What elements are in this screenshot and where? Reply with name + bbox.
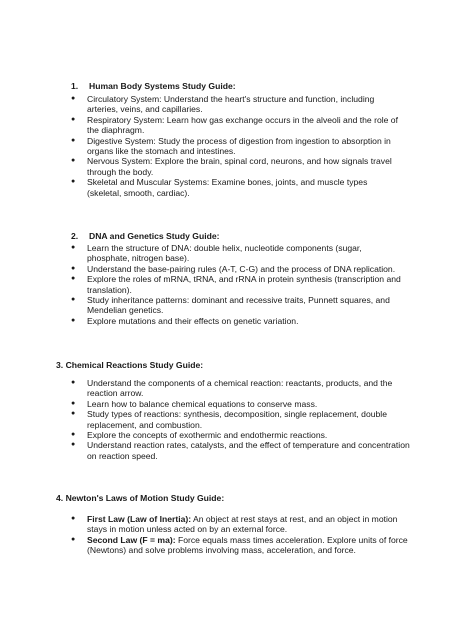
list-item: [71, 264, 401, 274]
bullet-icon: ●: [71, 136, 76, 144]
list-item: [71, 156, 401, 177]
section-heading: [71, 81, 236, 91]
bullet-icon: ●: [71, 296, 76, 304]
list-item-text: Circulatory System: Understand the heart's structure and function, including arteries, veins, and capillaries.: [87, 94, 375, 115]
list-item-text: Respiratory System: Learn how gas exchange occurs in the alveoli and the role of the diaphragm.: [87, 114, 398, 136]
list-item-text: Understand reaction rates, catalysts, and the effect of temperature and concentration on reaction speed.: [87, 440, 410, 461]
bullet-icon: ●: [71, 431, 76, 439]
list-item-text: Study inheritance patterns: dominant and recessive traits, Punnett squares, and Mendelian genetics.: [87, 295, 390, 316]
list-item-text: Learn the structure of DNA: double helix, nucleotide components (sugar, phosphate, nitrogen base).: [87, 243, 362, 264]
list-item: [71, 136, 401, 157]
list-item: [71, 409, 411, 430]
list-item: [71, 115, 401, 136]
list-item: [71, 514, 411, 535]
list-item: [71, 274, 401, 295]
list-item: [71, 535, 411, 556]
bullet-icon: ●: [71, 115, 76, 123]
bullet-icon: ●: [71, 535, 76, 543]
list-item-text: Explore the roles of mRNA, tRNA, and rRNA in protein synthesis (transcription and translation).: [87, 274, 401, 295]
list-item: [71, 378, 411, 399]
section-heading: [56, 360, 203, 370]
bullet-icon: ●: [71, 157, 76, 165]
list-item: [71, 399, 411, 409]
section-title: Newton's Laws of Motion Study Guide:: [65, 493, 225, 503]
section-number: 1.: [71, 81, 79, 91]
list-item-text: Study types of reactions: synthesis, decomposition, single replacement, double replacement, and combustion.: [87, 409, 387, 430]
bullet-list: [71, 378, 411, 461]
bullet-icon: ●: [71, 441, 76, 449]
bullet-icon: ●: [71, 264, 76, 272]
section-title: Human Body Systems Study Guide:: [89, 81, 236, 91]
list-item-text: Force equals mass times acceleration. Explore units of force (Newtons) and solve problems involving mass, acceleration, and force.: [87, 534, 408, 556]
bullet-icon: ●: [71, 515, 76, 522]
bullet-icon: ●: [71, 244, 76, 251]
list-item-text: Digestive System: Study the process of digestion from ingestion to absorption in organs like the stomach and intestines.: [87, 135, 391, 157]
bullet-icon: ●: [71, 410, 76, 418]
bullet-list: [71, 243, 401, 326]
list-item-text: Explore mutations and their effects on genetic variation.: [87, 315, 299, 326]
bullet-list: [71, 514, 411, 556]
bullet-icon: ●: [71, 178, 76, 186]
list-item-text: Understand the base-pairing rules (A-T, C-G) and the process of DNA replication.: [87, 263, 396, 274]
section-title: DNA and Genetics Study Guide:: [89, 231, 220, 241]
bullet-list: [71, 94, 401, 198]
list-item-text: Understand the components of a chemical reaction: reactants, products, and the reaction arrow.: [87, 378, 393, 399]
list-item: [71, 177, 401, 198]
list-item: [71, 94, 401, 115]
section-number: 2.: [71, 231, 79, 241]
list-item: [71, 295, 401, 316]
section-heading: [56, 493, 224, 503]
section-number: 4.: [56, 493, 64, 503]
section-title: Chemical Reactions Study Guide:: [65, 360, 204, 370]
law-name: Second Law (F = ma):: [87, 534, 176, 545]
bullet-icon: ●: [71, 275, 76, 283]
section-number: 3.: [56, 360, 64, 370]
list-item-text: An object at rest stays at rest, and an object in motion stays in motion unless acted on by an external force.: [87, 514, 398, 535]
bullet-icon: ●: [71, 316, 76, 324]
list-item-text: Explore the concepts of exothermic and endothermic reactions.: [87, 430, 328, 441]
list-item-text: Skeletal and Muscular Systems: Examine bones, joints, and muscle types (skeletal, smooth, cardiac).: [87, 177, 368, 198]
section-heading: [71, 231, 220, 241]
list-item: [71, 316, 401, 326]
law-name: First Law (Law of Inertia):: [87, 514, 192, 524]
list-item-text: Learn how to balance chemical equations to conserve mass.: [87, 398, 318, 409]
list-item: [71, 430, 411, 440]
bullet-icon: ●: [71, 95, 76, 102]
list-item: [71, 243, 401, 264]
list-item: [71, 440, 411, 461]
bullet-icon: ●: [71, 379, 76, 386]
list-item-text: Nervous System: Explore the brain, spinal cord, neurons, and how signals travel through the body.: [87, 156, 392, 177]
bullet-icon: ●: [71, 399, 76, 407]
